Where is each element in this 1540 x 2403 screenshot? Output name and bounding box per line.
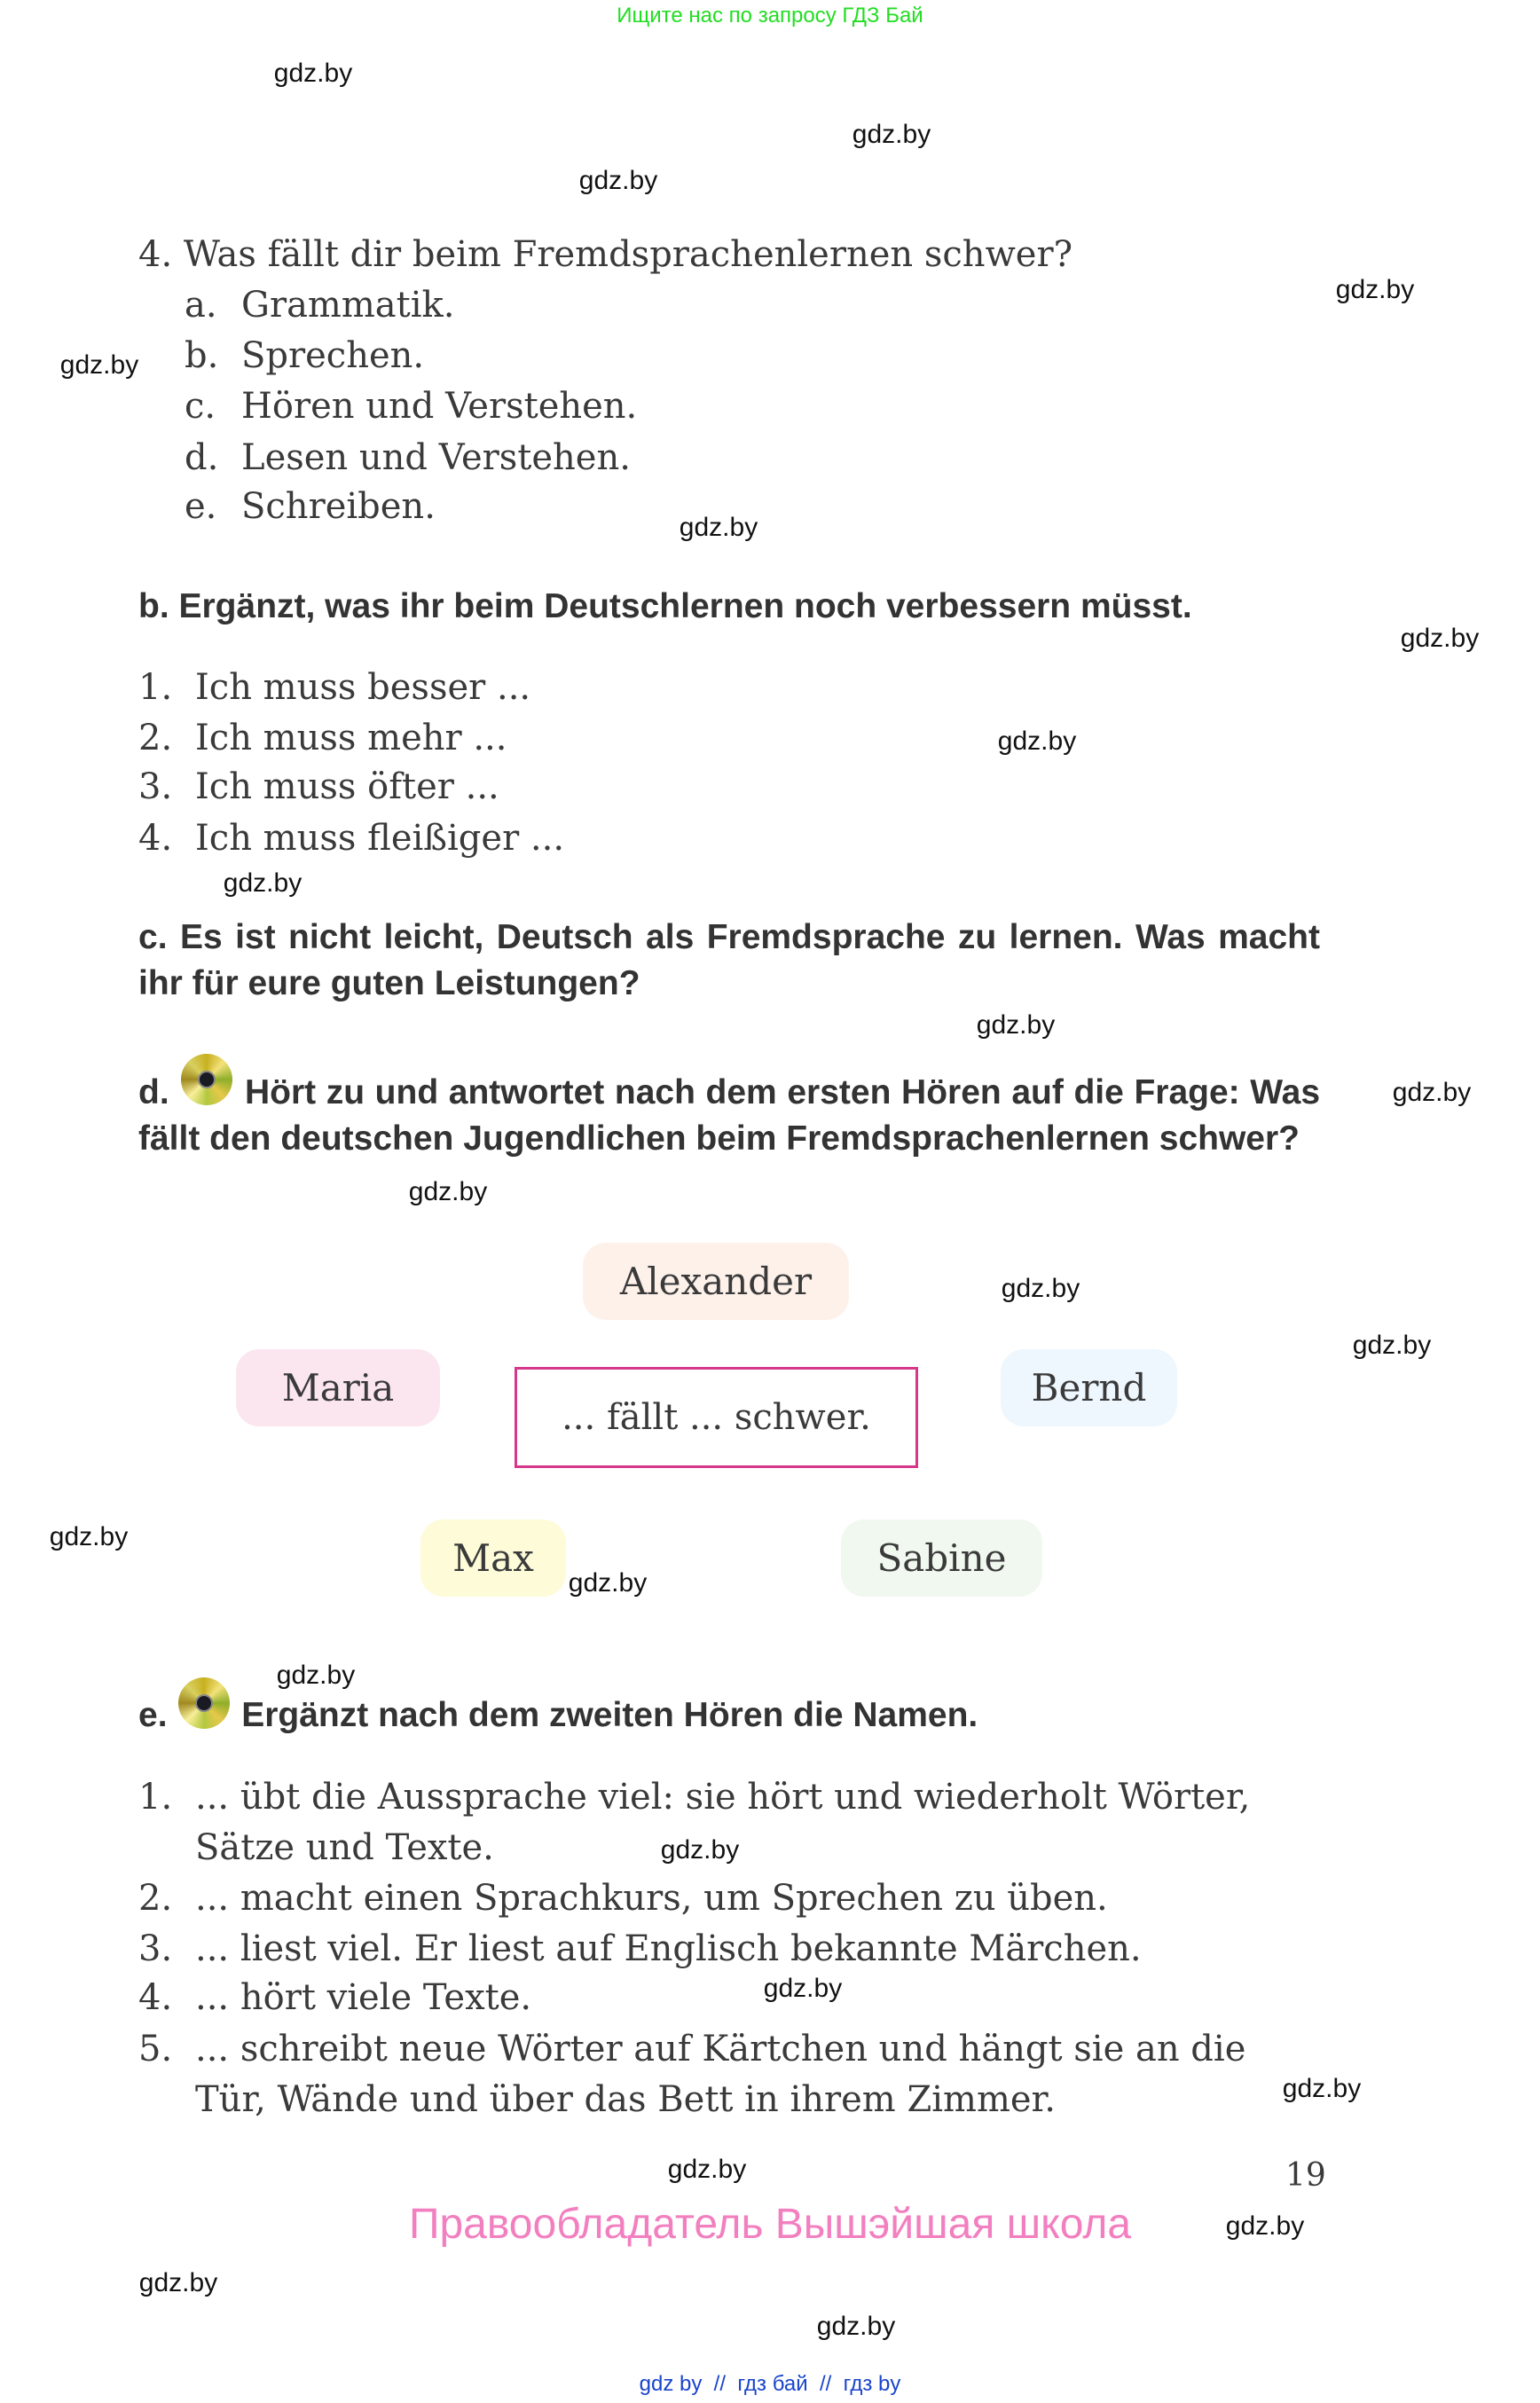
task-b-heading: b. Ergänzt, was ihr beim Deutschlernen noch verbessern müsst.: [138, 587, 1192, 625]
task-b-item-3: [138, 765, 499, 809]
watermark: gdz.by: [660, 1835, 740, 1865]
watermark: gdz.by: [578, 166, 658, 195]
watermark: gdz.by: [138, 2268, 218, 2297]
option-letter: d.: [185, 437, 219, 478]
task-letter: d.: [138, 1073, 169, 1111]
task-e-item-4: [138, 1975, 531, 2020]
watermark: gdz.by: [816, 2312, 896, 2341]
item-text: Ich muss fleißiger ...: [195, 818, 565, 859]
watermark: gdz.by: [276, 1661, 356, 1690]
watermark: gdz.by: [1400, 624, 1480, 653]
audio-cd-icon[interactable]: [178, 1677, 230, 1729]
watermark: gdz.by: [1282, 2074, 1362, 2103]
watermark: gdz.by: [273, 59, 353, 88]
task-letter: e.: [138, 1696, 168, 1734]
question-number: 4.: [138, 234, 173, 275]
item-text: Ich muss öfter ...: [195, 766, 499, 807]
watermark: gdz.by: [997, 726, 1077, 756]
option-text: Schreiben.: [241, 486, 436, 527]
option-letter: a.: [185, 285, 217, 326]
option-d: [185, 436, 631, 480]
task-e-item-1: [138, 1775, 1250, 1819]
item-number: 3.: [138, 766, 173, 807]
task-e-item-5: [138, 2027, 1245, 2071]
center-phrase: ... fällt ... schwer.: [562, 1397, 871, 1438]
watermark: gdz.by: [763, 1974, 843, 2003]
task-e-item-1-cont: Sätze und Texte.: [195, 1827, 494, 1868]
audio-cd-icon[interactable]: [181, 1054, 232, 1105]
page-number: 19: [1285, 2157, 1326, 2194]
item-number: 2.: [138, 718, 173, 758]
watermark: gdz.by: [1225, 2211, 1305, 2241]
watermark: gdz.by: [1392, 1078, 1472, 1107]
option-text: Sprechen.: [241, 335, 425, 376]
watermark: gdz.by: [1001, 1274, 1080, 1303]
item-text: ... übt die Aussprache viel: sie hört und wiederholt Wörter,: [195, 1777, 1251, 1818]
watermark: gdz.by: [568, 1568, 648, 1598]
watermark: gdz.by: [1352, 1331, 1432, 1360]
watermark: gdz.by: [667, 2155, 747, 2184]
option-letter: b.: [185, 335, 219, 376]
watermark: gdz.by: [1335, 275, 1415, 304]
watermark: gdz.by: [852, 120, 931, 149]
watermark: gdz.by: [976, 1010, 1056, 1040]
option-text: Grammatik.: [241, 285, 455, 326]
center-phrase-box: [515, 1367, 918, 1468]
task-e-heading: [138, 1692, 978, 1739]
task-e-item-2: [138, 1876, 1108, 1920]
item-text: ... macht einen Sprachkurs, um Sprechen zu üben.: [195, 1878, 1108, 1919]
task-text: Ergänzt nach dem zweiten Hören die Namen.: [241, 1696, 978, 1734]
header-banner[interactable]: Ищите нас по запросу ГДЗ Бай: [617, 4, 923, 27]
name-card-sabine: Sabine: [841, 1520, 1042, 1597]
item-number: 4.: [138, 1977, 173, 2018]
option-text: Lesen und Verstehen.: [241, 437, 631, 478]
task-d-heading: [138, 1070, 1320, 1162]
task-c-heading: c. Es ist nicht leicht, Deutsch als Fremdsprache zu lernen. Was macht ihr für eure guten Leistungen?: [138, 918, 1320, 1002]
option-c: [185, 384, 637, 428]
task-b-item-2: [138, 716, 507, 760]
item-number: 2.: [138, 1878, 173, 1919]
item-text: ... hört viele Texte.: [195, 1977, 532, 2018]
option-letter: e.: [185, 486, 217, 527]
question-text: Was fällt dir beim Fremdsprachenlernen schwer?: [183, 234, 1073, 275]
item-number: 5.: [138, 2029, 173, 2069]
name-card-maria: Maria: [236, 1349, 440, 1426]
copyright-notice: Правообладатель Вышэйшая школа: [408, 2201, 1132, 2248]
item-number: 1.: [138, 667, 173, 708]
task-e-item-5-cont: Tür, Wände und über das Bett in ihrem Zimmer.: [195, 2079, 1056, 2120]
item-number: 4.: [138, 818, 173, 859]
option-letter: c.: [185, 386, 216, 427]
watermark: gdz.by: [408, 1177, 488, 1206]
name-card-bernd: Bernd: [1001, 1349, 1177, 1426]
item-text: ... schreibt neue Wörter auf Kärtchen und hängt sie an die: [195, 2029, 1246, 2069]
task-b-item-4: [138, 816, 564, 860]
name-card-alexander: Alexander: [583, 1243, 849, 1320]
item-number: 1.: [138, 1777, 173, 1818]
option-a: [185, 283, 454, 327]
name-card-max: Max: [420, 1520, 566, 1597]
item-text: Ich muss mehr ...: [195, 718, 507, 758]
task-b-item-1: [138, 665, 530, 710]
question-4: [138, 232, 1072, 277]
option-text: Hören und Verstehen.: [241, 386, 638, 427]
watermark: gdz.by: [679, 513, 758, 542]
item-number: 3.: [138, 1928, 173, 1969]
item-text: Ich muss besser ...: [195, 667, 531, 708]
item-text: ... liest viel. Er liest auf Englisch bekannte Märchen.: [195, 1928, 1142, 1969]
option-b: [185, 334, 424, 378]
footer-links[interactable]: gdz by // гдз бай // гдз by: [639, 2372, 901, 2396]
option-e: [185, 484, 436, 529]
watermark: gdz.by: [49, 1522, 129, 1551]
watermark: gdz.by: [59, 350, 139, 380]
watermark: gdz.by: [223, 868, 302, 898]
task-text: Hört zu und antwortet nach dem ersten Hören auf die Frage: Was fällt den deutschen Jugendlichen beim Fremdsprachenlernen schwer?: [138, 1073, 1321, 1158]
task-e-item-3: [138, 1927, 1142, 1971]
